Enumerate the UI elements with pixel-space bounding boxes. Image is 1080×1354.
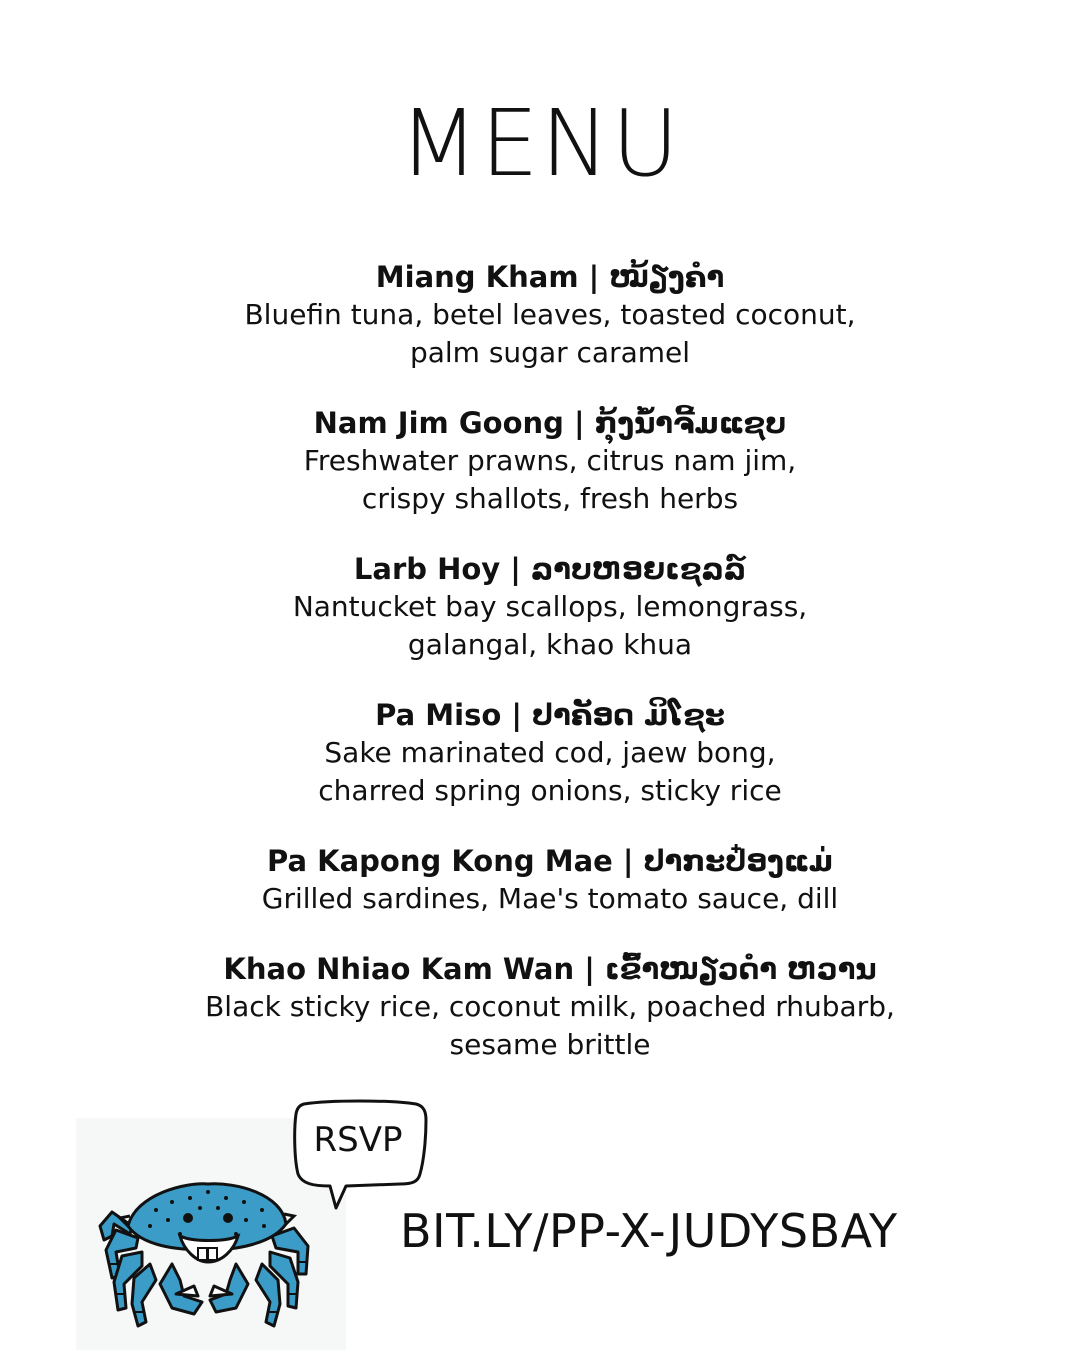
menu-item	[140, 696, 960, 810]
dish-description	[140, 988, 960, 1064]
dish-description-line: Freshwater prawns, citrus nam jim,	[303, 444, 797, 477]
menu-item	[140, 258, 960, 372]
rsvp-label: RSVP	[313, 1120, 403, 1160]
dish-description-line: crispy shallots, fresh herbs	[361, 482, 739, 515]
menu-item	[140, 550, 960, 664]
dish-description-line: palm sugar caramel	[409, 336, 691, 369]
dish-name: Miang Kham | ໝ້ຽງຄຳ	[375, 260, 725, 294]
dish-description-line: galangal, khao khua	[407, 628, 693, 661]
dish-description-line: Nantucket bay scallops, lemongrass,	[292, 590, 808, 623]
dish-name: Pa Kapong Kong Mae | ປາກະປ໋ອງແມ່	[266, 844, 834, 878]
dish-description-line: Sake marinated cod, jaew bong,	[324, 736, 776, 769]
dish-description-line: Bluefin tuna, betel leaves, toasted coconut,	[244, 298, 856, 331]
dish-description-line: charred spring onions, sticky rice	[318, 774, 782, 807]
dish-description	[140, 442, 960, 518]
dish-description	[140, 880, 960, 918]
menu-item	[140, 950, 960, 1064]
dish-name: Khao Nhiao Kam Wan | ເຂົ້າໜຽວດຳ ຫວານ	[223, 952, 877, 986]
menu-list	[140, 258, 960, 1096]
page-title: MENU	[399, 90, 681, 197]
dish-name: Nam Jim Goong | ກຸ້ງນ້ຳຈີ້ມແຊບ	[313, 406, 787, 440]
dish-description-line: Black sticky rice, coconut milk, poached rhubarb,	[205, 990, 895, 1023]
dish-description-line: sesame brittle	[449, 1028, 651, 1061]
rsvp-link[interactable]: BIT.LY/PP-X-JUDYSBAY	[400, 1204, 898, 1258]
dish-description	[140, 734, 960, 810]
menu-item	[140, 404, 960, 518]
rsvp-footer	[0, 1090, 1080, 1350]
menu-item	[140, 842, 960, 918]
dish-description-line: Grilled sardines, Mae's tomato sauce, dill	[261, 882, 839, 915]
dish-description	[140, 588, 960, 664]
dish-name: Larb Hoy | ລາບຫອຍເຊລລ໌	[353, 552, 747, 586]
dish-name: Pa Miso | ປາຄັອດ ມິໂຊະ	[375, 698, 725, 732]
dish-description	[140, 296, 960, 372]
